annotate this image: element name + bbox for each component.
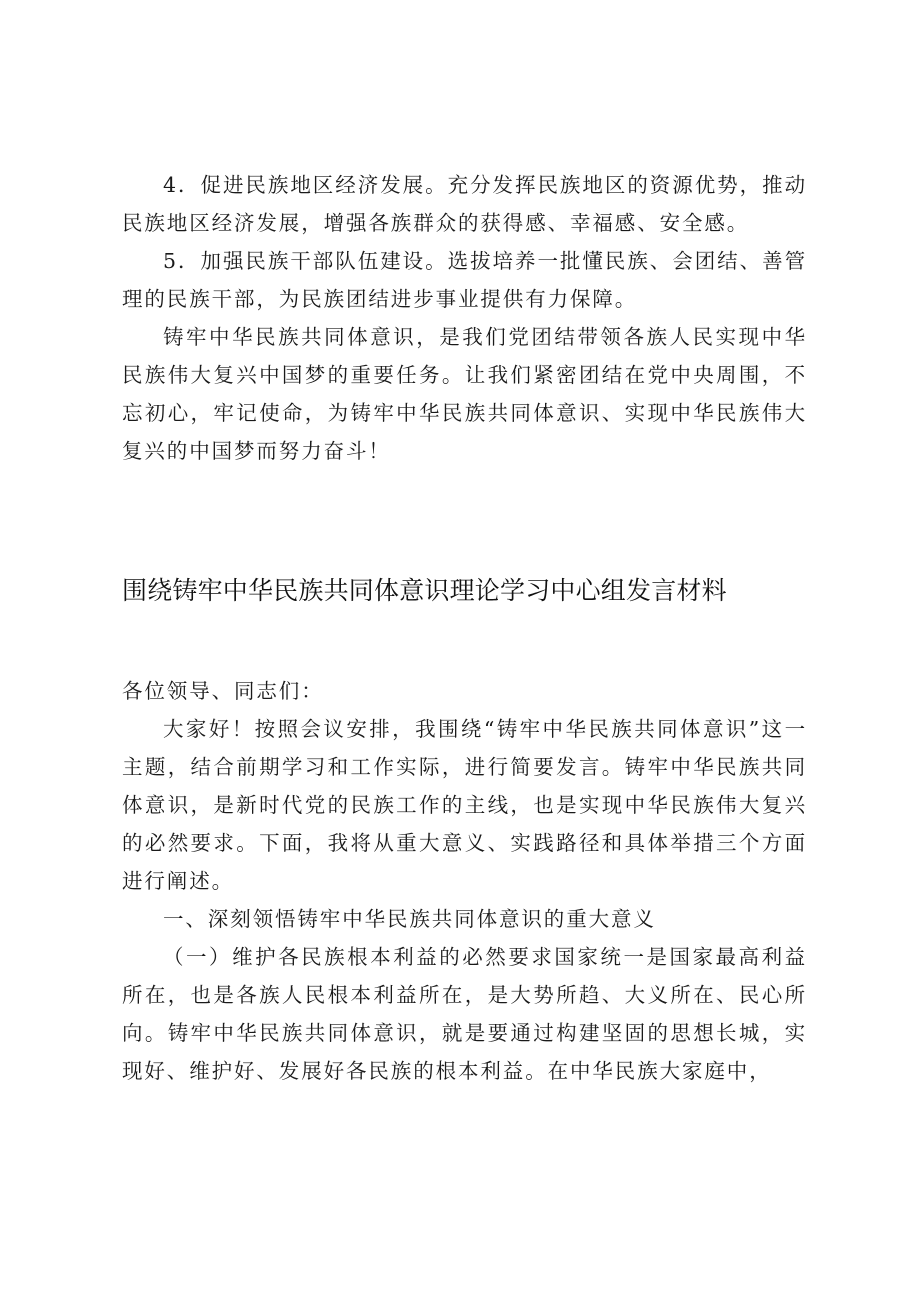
paragraph-subsection-one: （一）维护各民族根本利益的必然要求国家统一是国家最高利益所在，也是各族人民根本利益所在，是大势所趋、大义所在、民心所向。铸牢中华民族共同体意识，就是要通过构建坚固的思想长城，实现好、维护好、发展好各民族的根本利益。在中华民族大家庭中， (122, 945, 807, 1083)
continued-section (122, 166, 807, 470)
paragraph-economic-development: 4．促进民族地区经济发展。充分发挥民族地区的资源优势，推动民族地区经济发展，增强各族群众的获得感、幸福感、安全感。 (122, 173, 807, 235)
article-body (122, 672, 807, 1090)
paragraph-opening: 大家好！按照会议安排，我围绕“铸牢中华民族共同体意识”这一主题，结合前期学习和工作实际，进行简要发言。铸牢中华民族共同体意识，是新时代党的民族工作的主线，也是实现中华民族伟大复兴的必然要求。下面，我将从重大意义、实践路径和具体举措三个方面进行阐述。 (122, 717, 807, 893)
salutation: 各位领导、同志们： (122, 679, 324, 703)
paragraph-conclusion: 铸牢中华民族共同体意识，是我们党团结带领各族人民实现中华民族伟大复兴中国梦的重要任务。让我们紧密团结在党中央周围，不忘初心，牢记使命，为铸牢中华民族共同体意识、实现中华民族伟大复兴的中国梦而努力奋斗！ (122, 325, 807, 463)
article-title: 围绕铸牢中华民族共同体意识理论学习中心组发言材料 (122, 576, 727, 605)
paragraph-cadre-building: 5．加强民族干部队伍建设。选拔培养一批懂民族、会团结、善管理的民族干部，为民族团结进步事业提供有力保障。 (122, 249, 807, 311)
section-heading-significance: 一、深刻领悟铸牢中华民族共同体意识的重大意义 (163, 907, 656, 931)
